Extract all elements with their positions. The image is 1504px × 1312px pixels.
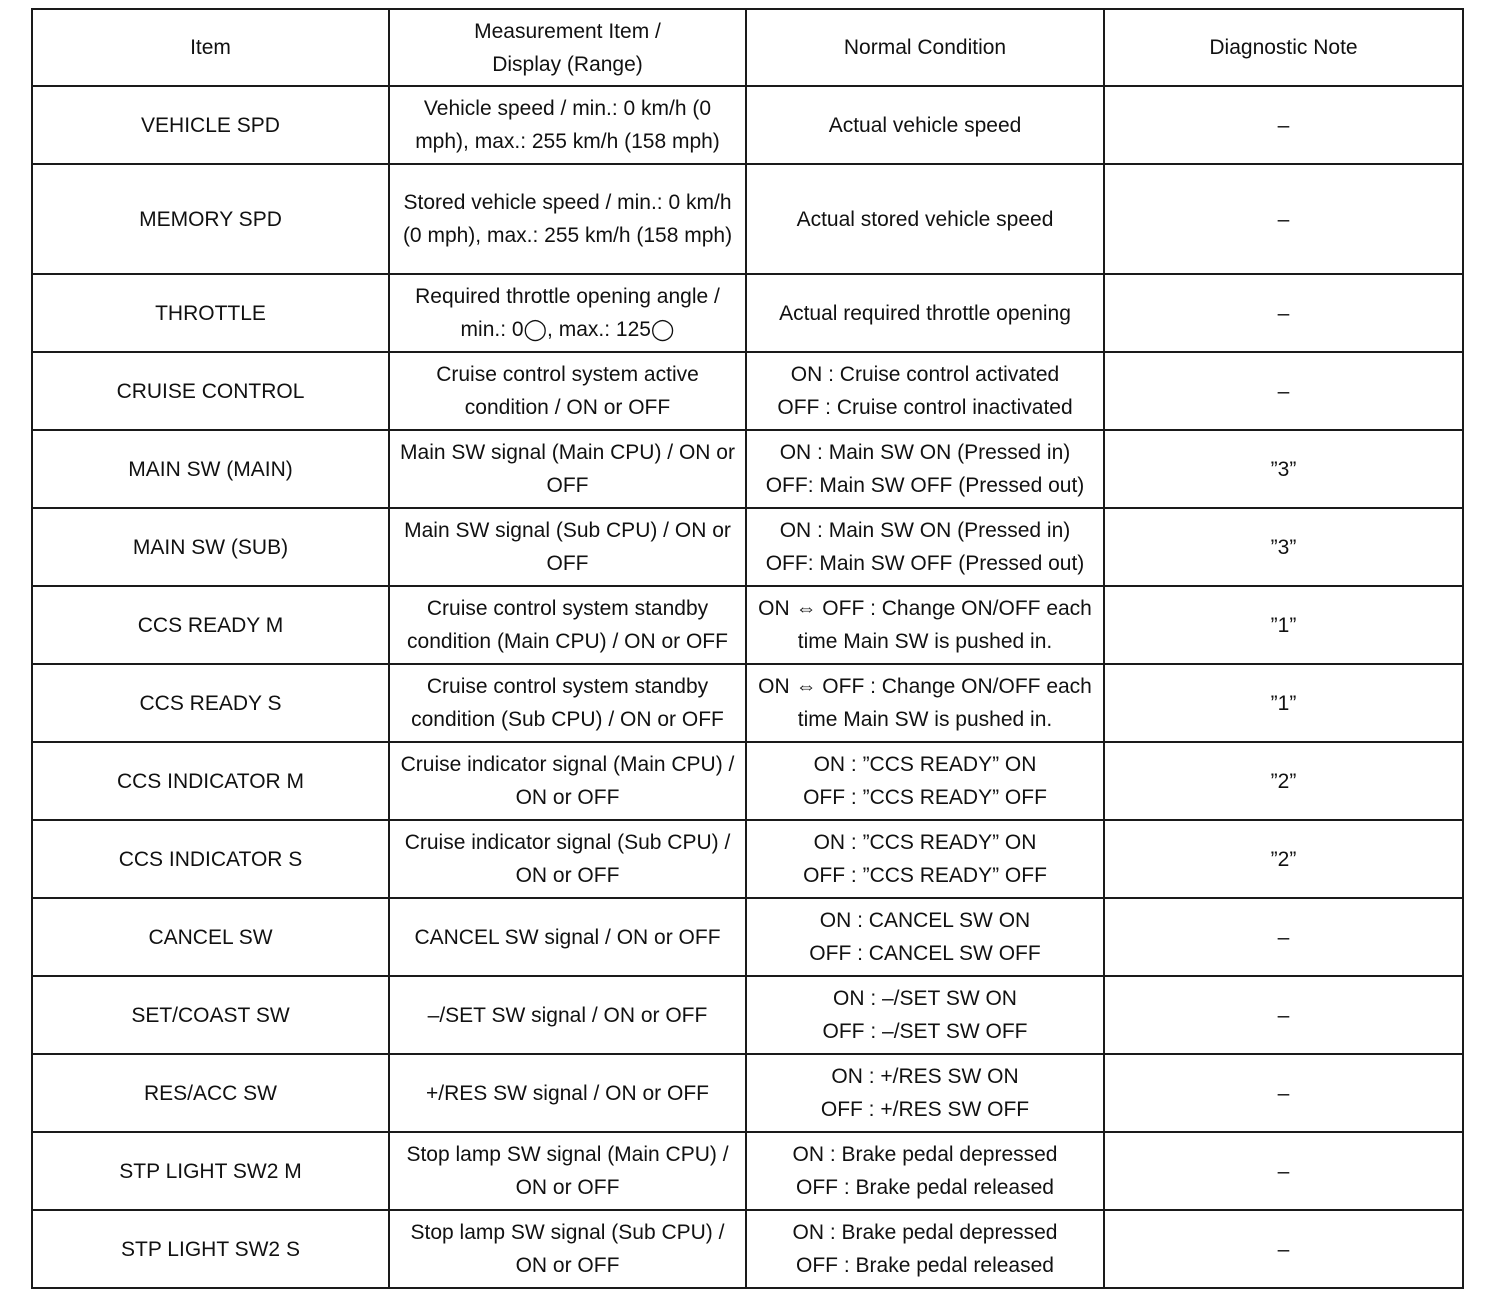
cell-item: RES/ACC SW xyxy=(32,1054,389,1132)
table-row xyxy=(32,430,1463,508)
cell-diagnostic-note: – xyxy=(1104,274,1463,352)
cell-normal-condition: ON ⇔ OFF : Change ON/OFF each time Main SW is pushed in. xyxy=(746,586,1104,664)
table-row xyxy=(32,1054,1463,1132)
cell-normal-condition: ON : Brake pedal depressed OFF : Brake pedal released xyxy=(746,1210,1104,1288)
header-item: Item xyxy=(32,9,389,86)
table-row xyxy=(32,1132,1463,1210)
table-row xyxy=(32,664,1463,742)
cell-diagnostic-note: – xyxy=(1104,1132,1463,1210)
cell-measurement: Required throttle opening angle / min.: 0◯, max.: 125◯ xyxy=(389,274,746,352)
cell-measurement: Main SW signal (Sub CPU) / ON or OFF xyxy=(389,508,746,586)
cell-item: MEMORY SPD xyxy=(32,164,389,274)
header-diagnostic-note: Diagnostic Note xyxy=(1104,9,1463,86)
cell-normal-condition: Actual stored vehicle speed xyxy=(746,164,1104,274)
cell-normal-condition: ON : Main SW ON (Pressed in) OFF: Main SW OFF (Pressed out) xyxy=(746,430,1104,508)
table-row xyxy=(32,1210,1463,1288)
cell-normal-condition: ON : Brake pedal depressed OFF : Brake pedal released xyxy=(746,1132,1104,1210)
header-measurement: Measurement Item / Display (Range) xyxy=(389,9,746,86)
table-row xyxy=(32,164,1463,274)
cell-diagnostic-note: – xyxy=(1104,352,1463,430)
cell-measurement: +/RES SW signal / ON or OFF xyxy=(389,1054,746,1132)
cell-item: CANCEL SW xyxy=(32,898,389,976)
cell-item: CCS INDICATOR M xyxy=(32,742,389,820)
table-header xyxy=(32,9,1463,86)
cell-item: VEHICLE SPD xyxy=(32,86,389,164)
cell-item: STP LIGHT SW2 M xyxy=(32,1132,389,1210)
table-row xyxy=(32,742,1463,820)
cell-diagnostic-note: – xyxy=(1104,976,1463,1054)
cell-item: STP LIGHT SW2 S xyxy=(32,1210,389,1288)
cell-item: THROTTLE xyxy=(32,274,389,352)
cell-measurement: Stop lamp SW signal (Main CPU) / ON or OFF xyxy=(389,1132,746,1210)
cell-diagnostic-note: ”1” xyxy=(1104,664,1463,742)
cell-item: CRUISE CONTROL xyxy=(32,352,389,430)
cell-diagnostic-note: – xyxy=(1104,898,1463,976)
cell-item: MAIN SW (MAIN) xyxy=(32,430,389,508)
table-row xyxy=(32,274,1463,352)
table-row xyxy=(32,352,1463,430)
cell-normal-condition: ON : +/RES SW ON OFF : +/RES SW OFF xyxy=(746,1054,1104,1132)
header-normal-condition: Normal Condition xyxy=(746,9,1104,86)
cell-diagnostic-note: ”2” xyxy=(1104,820,1463,898)
cell-diagnostic-note: – xyxy=(1104,164,1463,274)
cell-normal-condition: ON : Cruise control activated OFF : Cruise control inactivated xyxy=(746,352,1104,430)
cell-item: CCS READY M xyxy=(32,586,389,664)
cell-normal-condition: ON ⇔ OFF : Change ON/OFF each time Main SW is pushed in. xyxy=(746,664,1104,742)
cell-measurement: CANCEL SW signal / ON or OFF xyxy=(389,898,746,976)
cell-measurement: Stop lamp SW signal (Sub CPU) / ON or OFF xyxy=(389,1210,746,1288)
cell-measurement: Vehicle speed / min.: 0 km/h (0 mph), max.: 255 km/h (158 mph) xyxy=(389,86,746,164)
table-body xyxy=(32,86,1463,1288)
cell-item: SET/COAST SW xyxy=(32,976,389,1054)
table-row xyxy=(32,976,1463,1054)
cell-measurement: Main SW signal (Main CPU) / ON or OFF xyxy=(389,430,746,508)
header-row xyxy=(32,9,1463,86)
cell-diagnostic-note: – xyxy=(1104,1210,1463,1288)
cell-measurement: Cruise indicator signal (Sub CPU) / ON or OFF xyxy=(389,820,746,898)
cell-normal-condition: ON : CANCEL SW ON OFF : CANCEL SW OFF xyxy=(746,898,1104,976)
table-row xyxy=(32,586,1463,664)
cell-measurement: Cruise control system active condition / ON or OFF xyxy=(389,352,746,430)
cell-measurement: Cruise control system standby condition (Sub CPU) / ON or OFF xyxy=(389,664,746,742)
cell-measurement: Cruise control system standby condition (Main CPU) / ON or OFF xyxy=(389,586,746,664)
table-row xyxy=(32,898,1463,976)
cell-normal-condition: ON : –/SET SW ON OFF : –/SET SW OFF xyxy=(746,976,1104,1054)
cell-measurement: Stored vehicle speed / min.: 0 km/h (0 mph), max.: 255 km/h (158 mph) xyxy=(389,164,746,274)
cell-measurement: Cruise indicator signal (Main CPU) / ON or OFF xyxy=(389,742,746,820)
cell-normal-condition: Actual required throttle opening xyxy=(746,274,1104,352)
cell-normal-condition: ON : ”CCS READY” ON OFF : ”CCS READY” OFF xyxy=(746,742,1104,820)
cell-diagnostic-note: ”2” xyxy=(1104,742,1463,820)
table-row xyxy=(32,86,1463,164)
cell-diagnostic-note: ”3” xyxy=(1104,508,1463,586)
cell-item: MAIN SW (SUB) xyxy=(32,508,389,586)
cell-diagnostic-note: – xyxy=(1104,1054,1463,1132)
cell-diagnostic-note: ”3” xyxy=(1104,430,1463,508)
cell-normal-condition: ON : Main SW ON (Pressed in) OFF: Main SW OFF (Pressed out) xyxy=(746,508,1104,586)
cell-normal-condition: ON : ”CCS READY” ON OFF : ”CCS READY” OFF xyxy=(746,820,1104,898)
table-row xyxy=(32,508,1463,586)
cell-normal-condition: Actual vehicle speed xyxy=(746,86,1104,164)
cell-item: CCS INDICATOR S xyxy=(32,820,389,898)
table-row xyxy=(32,820,1463,898)
cell-item: CCS READY S xyxy=(32,664,389,742)
cell-measurement: –/SET SW signal / ON or OFF xyxy=(389,976,746,1054)
data-table xyxy=(31,8,1464,1289)
cell-diagnostic-note: ”1” xyxy=(1104,586,1463,664)
cell-diagnostic-note: – xyxy=(1104,86,1463,164)
